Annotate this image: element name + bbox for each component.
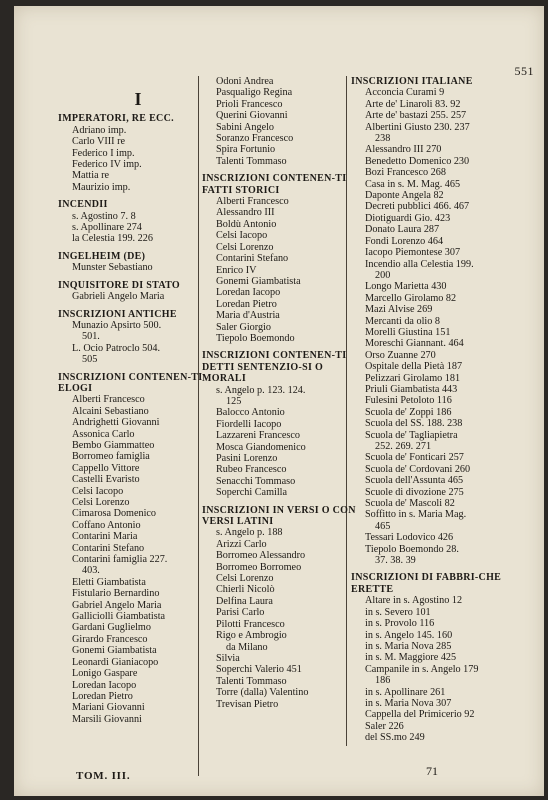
index-entry: Pelizzari Girolamo 181	[365, 372, 461, 384]
volume-label: TOM. III.	[76, 770, 131, 782]
index-entry: Gonemi Giambatista	[216, 275, 301, 287]
index-entry: Loredan Pietro	[72, 690, 133, 702]
index-entry: Soperchi Camilla	[216, 487, 288, 499]
index-entry: Borromeo famiglia	[72, 451, 150, 463]
index-entry: Delfina Laura	[216, 595, 273, 607]
index-entry: Galliciolli Giambatista	[72, 611, 166, 623]
index-column-2	[202, 76, 362, 716]
index-entry: Benedetto Domenico 230	[365, 155, 470, 167]
index-entry: Saler 226	[365, 720, 404, 732]
index-entry: Lazzareni Francesco	[216, 430, 300, 442]
index-entry: Mattia re	[72, 170, 110, 182]
index-entry: s. Apollinare 274	[72, 222, 142, 234]
index-section	[58, 251, 208, 274]
index-entry: Odoni Andrea	[216, 76, 274, 87]
index-column-1	[58, 89, 208, 731]
index-entry: in s. Apollinare 261	[365, 686, 446, 698]
index-entry: 238	[375, 133, 391, 145]
index-entry: Soranzo Francesco	[216, 133, 294, 145]
index-entry: Tessari Lodovico 426	[365, 532, 454, 544]
index-entry: Parisi Carlo	[216, 607, 265, 619]
index-entry: Alcaini Sebastiano	[72, 405, 149, 417]
index-entry: 252. 269. 271	[375, 441, 432, 452]
index-entry: Gabrieli Angelo Maria	[72, 291, 165, 303]
index-entry: Scuola de' Tagliapietra	[365, 429, 458, 441]
index-entry: Borromeo Alessandro	[216, 550, 306, 562]
index-entry: Assonica Carlo	[72, 428, 135, 440]
index-entry: Eletti Giambatista	[72, 576, 146, 588]
index-entry: Donato Laura 287	[365, 224, 440, 236]
index-entry: Iacopo Piemontese 307	[365, 247, 461, 259]
index-entry: Bembo Giammatteo	[72, 439, 155, 451]
index-section	[202, 505, 362, 710]
index-entry: Scuola del SS. 188. 238	[365, 418, 463, 430]
index-entry: Longo Marietta 430	[365, 281, 447, 293]
book-page	[14, 6, 544, 796]
index-entry: Enrico IV	[216, 264, 257, 276]
index-section	[58, 280, 208, 303]
index-entry: Diotiguardi Gio. 423	[365, 212, 451, 224]
index-entry: Castelli Evaristo	[72, 474, 140, 486]
section-heading: INCENDII	[58, 199, 108, 211]
index-entry: Gonemi Giambatista	[72, 645, 157, 657]
index-entry: Scuola de' Cordovani 260	[365, 463, 471, 475]
index-entry: Arte de' Linaroli 83. 92	[365, 98, 461, 110]
index-entry: Querini Giovanni	[216, 110, 288, 122]
index-entry: Contarini famiglia 227.	[72, 554, 168, 566]
index-entry: Pasqualigo Regina	[216, 87, 293, 99]
index-entry: Alberti Francesco	[72, 394, 145, 406]
index-entry: Maria d'Austria	[216, 310, 280, 322]
index-section	[351, 76, 541, 566]
index-entry: Cappello Vittore	[72, 462, 140, 474]
index-entry: Marsili Giovanni	[72, 713, 142, 725]
index-entry: Talenti Tommaso	[216, 675, 287, 687]
index-entry: Fondi Lorenzo 464	[365, 235, 444, 247]
index-entry: Marcello Girolamo 82	[365, 292, 457, 304]
index-entry: Spira Fortunio	[216, 144, 276, 156]
index-entry: Campanile in s. Angelo 179	[365, 663, 479, 675]
index-entry: s. Agostino 7. 8	[72, 210, 136, 222]
index-entry: Andrighetti Giovanni	[72, 417, 160, 429]
index-entry: 505	[82, 354, 98, 366]
index-entry: Celsi Iacopo	[72, 485, 124, 497]
index-entry: Scuola de' Fonticari 257	[365, 452, 464, 464]
index-section	[351, 572, 541, 743]
section-heading: IMPERATORI, RE ECC.	[58, 113, 174, 125]
index-entry: Munazio Apsirto 500.	[72, 319, 162, 331]
index-entry: s. Angelo p. 123. 124.	[216, 384, 306, 396]
section-heading: INQUISITORE DI STATO	[58, 279, 180, 291]
index-entry: Alberti Francesco	[216, 196, 289, 208]
index-entry: Albertini Giusto 230. 237	[365, 121, 470, 133]
index-entry: Casa in s. M. Mag. 465	[365, 178, 461, 190]
index-entry: Acconcia Curami 9	[365, 87, 445, 99]
index-entry: Loredan Iacopo	[72, 679, 137, 691]
index-entry: Rigo e Ambrogio	[216, 630, 287, 642]
index-entry: Talenti Tommaso	[216, 155, 287, 167]
index-entry: Incendio alla Celestia 199.	[365, 258, 474, 270]
index-entry: Cappella del Primicerio 92	[365, 709, 475, 721]
index-entry: Contarini Maria	[72, 531, 138, 543]
index-entry: Ospitale della Pietà 187	[365, 361, 463, 373]
index-entry: Alessandro III	[216, 207, 275, 219]
index-entry: Contarini Stefano	[72, 542, 145, 554]
index-entry: 501.	[82, 331, 100, 343]
index-entry: Gardani Guglielmo	[72, 622, 151, 634]
index-section	[58, 372, 208, 726]
section-heading: INSCRIZIONI CONTENEN-TI FATTI STORICI	[202, 173, 347, 196]
index-entry: Sabini Angelo	[216, 121, 275, 133]
index-entry: Celsi Iacopo	[216, 230, 268, 242]
index-entry: Mazi Alvise 269	[365, 304, 433, 316]
index-entry: Maurizio imp.	[72, 181, 131, 193]
index-letter: I	[134, 89, 142, 109]
index-entry: Fiordelli Iacopo	[216, 418, 282, 430]
index-entry: la Celestia 199. 226	[72, 233, 153, 245]
index-entry: Carlo VIII re	[72, 136, 125, 148]
index-entry: Priuli Giambatista 443	[365, 383, 458, 395]
index-entry: Scuola de' Mascoli 82	[365, 498, 455, 510]
index-entry: Contarini Stefano	[216, 253, 289, 265]
index-entry: Soffitto in s. Maria Mag.	[365, 509, 467, 521]
index-entry: Munster Sebastiano	[72, 262, 153, 274]
index-entry: 403.	[82, 565, 100, 577]
index-entry: 186	[375, 675, 391, 687]
index-entry: Saler Giorgio	[216, 321, 271, 333]
index-entry: Decreti pubblici 466. 467	[365, 201, 470, 213]
index-section	[202, 173, 362, 344]
index-entry: Arizzi Carlo	[216, 538, 267, 550]
index-entry: Balocco Antonio	[216, 407, 285, 419]
index-entry: Rubeo Francesco	[216, 464, 287, 476]
index-entry: Torre (dalla) Valentino	[216, 687, 309, 699]
index-entry: Loredan Iacopo	[216, 287, 281, 299]
index-entry: Lonigo Gaspare	[72, 668, 138, 680]
index-entry: in s. Maria Nova 285	[365, 640, 452, 652]
index-entry: Celsi Lorenzo	[72, 497, 130, 508]
index-entry: Tiepolo Boemondo	[216, 332, 295, 344]
index-entry: 125	[226, 395, 242, 407]
index-entry: Bozi Francesco 268	[365, 167, 446, 179]
index-entry: Morelli Giustina 151	[365, 326, 451, 338]
index-entry: Mercanti da olio 8	[365, 315, 440, 327]
index-entry: s. Angelo p. 188	[216, 527, 283, 539]
index-entry: Coffano Antonio	[72, 519, 141, 531]
index-entry: 200	[375, 269, 391, 281]
index-entry: in s. Severo 101	[365, 606, 431, 618]
index-entry: Alessandro III 270	[365, 144, 442, 156]
index-entry: Celsi Lorenzo	[216, 241, 274, 253]
index-entry: Trevisan Pietro	[216, 698, 279, 710]
index-entry: L. Ocio Patroclo 504.	[72, 342, 160, 354]
index-entry: Gabriel Angelo Maria	[72, 599, 162, 611]
index-column-3	[351, 76, 541, 750]
section-heading: INSCRIZIONI ITALIANE	[351, 76, 473, 87]
index-entry: in s. M. Maggiore 425	[365, 652, 457, 664]
index-entry: Altare in s. Agostino 12	[365, 595, 463, 607]
index-entry: Borromeo Borromeo	[216, 561, 302, 573]
index-entry: Silvia	[216, 652, 240, 664]
index-entry: Mosca Giandomenico	[216, 441, 306, 453]
index-entry: Pasini Lorenzo	[216, 453, 278, 464]
index-entry: del SS.mo 249	[365, 732, 425, 744]
index-section	[58, 113, 208, 193]
section-heading: INSCRIZIONI IN VERSI O CON VERSI LATINI	[202, 504, 356, 528]
index-entry: in s. Provolo 116	[365, 618, 435, 630]
index-entry: Adriano imp.	[72, 124, 127, 136]
index-entry: Fulesini Petoloto 116	[365, 395, 452, 407]
index-entry: Celsi Lorenzo	[216, 573, 274, 585]
index-entry: Loredan Pietro	[216, 298, 277, 310]
index-entry: Federico I imp.	[72, 147, 135, 159]
index-section	[202, 76, 362, 167]
page-number: 551	[514, 64, 534, 78]
index-entry: Arte de' bastazi 255. 257	[365, 110, 467, 122]
index-entry: in s. Maria Nova 307	[365, 697, 452, 709]
index-entry: Fistulario Bernardino	[72, 588, 160, 600]
index-entry: Senacchi Tommaso	[216, 475, 296, 487]
index-entry: Prioli Francesco	[216, 98, 283, 110]
index-entry: in s. Angelo 145. 160	[365, 629, 453, 641]
index-entry: da Milano	[226, 641, 268, 653]
index-entry: Orso Zuanne 270	[365, 349, 436, 361]
index-entry: Leonardi Gianiacopo	[72, 656, 159, 668]
index-entry: Soperchi Valerio 451	[216, 664, 302, 676]
index-entry: Scuola dell'Assunta 465	[365, 475, 464, 487]
index-entry: Moreschi Giannant. 464	[365, 338, 464, 350]
index-section	[58, 309, 208, 366]
index-entry: Boldù Antonio	[216, 218, 277, 230]
index-entry: Scuole di divozione 275	[365, 486, 464, 498]
index-entry: 37. 38. 39	[375, 555, 416, 567]
index-entry: Chierli Nicolò	[216, 584, 275, 596]
section-heading: INSCRIZIONI DI FABBRI-CHE ERETTE	[351, 572, 502, 595]
index-entry: Pilotti Francesco	[216, 618, 285, 630]
index-section	[58, 199, 208, 245]
section-heading: INSCRIZIONI ANTICHE	[58, 308, 177, 320]
signature-mark: 71	[426, 764, 438, 778]
index-entry: Mariani Giovanni	[72, 702, 145, 714]
index-entry: Cimarosa Domenico	[72, 508, 157, 520]
section-heading: INSCRIZIONI CONTENEN-TI ELOGI	[58, 371, 203, 394]
index-entry: 465	[375, 520, 391, 532]
index-section	[202, 350, 362, 498]
index-entry: Scuola de' Zoppi 186	[365, 406, 452, 418]
section-heading: INGELHEIM (DE)	[58, 250, 146, 262]
section-heading: INSCRIZIONI CONTENEN-TI DETTI SENTENZIO-SI O MORALI	[202, 350, 347, 385]
index-entry: Daponte Angela 82	[365, 190, 444, 202]
index-entry: Federico IV imp.	[72, 159, 142, 171]
index-entry: Girardo Francesco	[72, 633, 148, 645]
index-entry: Tiepolo Boemondo 28.	[365, 543, 459, 555]
